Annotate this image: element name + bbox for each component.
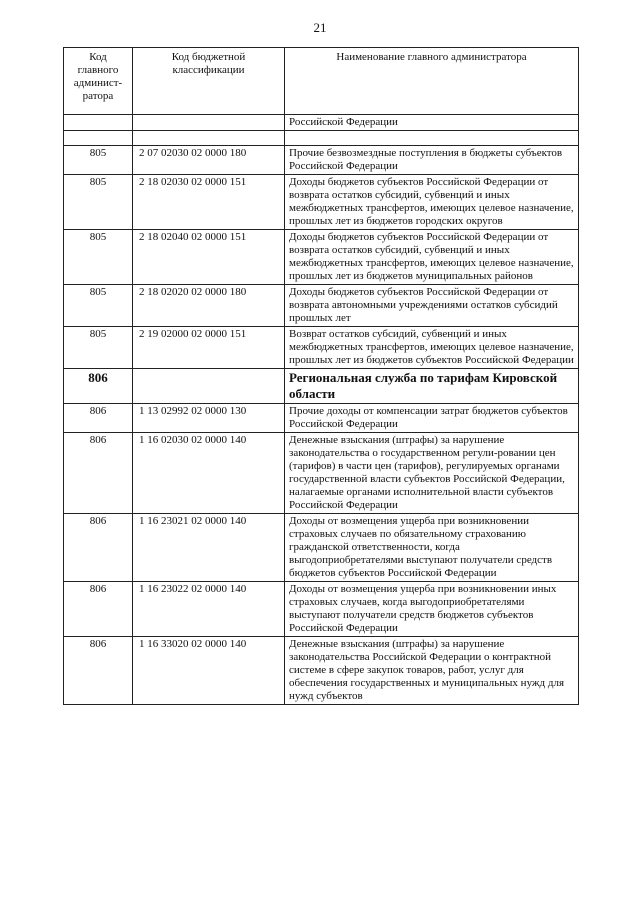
admin-code-cell: 806 (64, 582, 133, 637)
budget-code-cell (133, 115, 285, 131)
table-row (64, 285, 579, 327)
admin-name-cell: Доходы бюджетов субъектов Российской Федерации от возврата автономными учреждениями остатков субсидий прошлых лет (285, 285, 579, 327)
table-row (64, 175, 579, 230)
table-header-row (64, 48, 579, 115)
budget-code-cell: 1 16 23022 02 0000 140 (133, 582, 285, 637)
table-row (64, 115, 579, 131)
budget-code-cell (133, 369, 285, 404)
admin-name-cell: Возврат остатков субсидий, субвенций и иных межбюджетных трансфертов, имеющих целевое назначение, прошлых лет из бюджетов субъектов Российской Федерации (285, 327, 579, 369)
budget-code-cell: 2 18 02030 02 0000 151 (133, 175, 285, 230)
admin-code-cell: 806 (64, 637, 133, 705)
budget-code-cell: 1 16 02030 02 0000 140 (133, 433, 285, 514)
budget-code-cell: 1 13 02992 02 0000 130 (133, 404, 285, 433)
admin-name-cell: Доходы бюджетов субъектов Российской Федерации от возврата остатков субсидий, субвенций и иных межбюджетных трансфертов, имеющих целевое назначение, прошлых лет из бюджетов муниципальных районов (285, 230, 579, 285)
budget-code-cell: 2 07 02030 02 0000 180 (133, 146, 285, 175)
admin-code-cell: 806 (64, 514, 133, 582)
admin-code-cell: 805 (64, 285, 133, 327)
table-row (64, 582, 579, 637)
table-row (64, 369, 579, 404)
table-row (64, 131, 579, 146)
budget-code-cell: 2 18 02040 02 0000 151 (133, 230, 285, 285)
budget-code-cell: 1 16 23021 02 0000 140 (133, 514, 285, 582)
admin-code-cell: 805 (64, 230, 133, 285)
budget-code-cell: 2 18 02020 02 0000 180 (133, 285, 285, 327)
table-row (64, 514, 579, 582)
admin-code-cell: 805 (64, 146, 133, 175)
admin-name-cell (285, 131, 579, 146)
budget-classification-table (63, 47, 579, 705)
admin-code-cell (64, 131, 133, 146)
admin-name-cell: Денежные взыскания (штрафы) за нарушение законодательства о государственном регули-ровании цен (тарифов) в части цен (тарифов), регулируемых органами государственной власти субъектов Российской Федерации, налагаемые органами исполнительной власти субъектов Российской Федерации (285, 433, 579, 514)
admin-name-cell: Доходы от возмещения ущерба при возникновении страховых случаев по обязательному страхованию гражданской ответственности, когда выгодоприобретателями выступают получатели средств бюджетов субъектов Российской Федерации (285, 514, 579, 582)
header-admin-code: Код главного админист-ратора (64, 48, 133, 115)
budget-code-cell (133, 131, 285, 146)
header-budget-code: Код бюджетной классификации (133, 48, 285, 115)
admin-name-cell: Российской Федерации (285, 115, 579, 131)
table-row (64, 404, 579, 433)
admin-name-cell: Прочие безвозмездные поступления в бюджеты субъектов Российской Федерации (285, 146, 579, 175)
header-admin-name: Наименование главного администратора (285, 48, 579, 115)
table-row (64, 327, 579, 369)
admin-name-cell: Прочие доходы от компенсации затрат бюджетов субъектов Российской Федерации (285, 404, 579, 433)
admin-code-cell: 806 (64, 433, 133, 514)
budget-code-cell: 1 16 33020 02 0000 140 (133, 637, 285, 705)
admin-code-cell: 805 (64, 327, 133, 369)
table-row (64, 146, 579, 175)
table-row (64, 637, 579, 705)
admin-name-cell: Денежные взыскания (штрафы) за нарушение законодательства Российской Федерации о контрактной системе в сфере закупок товаров, работ, услуг для обеспечения государственных и муниципальных нужд для нужд субъектов (285, 637, 579, 705)
admin-code-cell: 806 (64, 369, 133, 404)
admin-code-cell: 805 (64, 175, 133, 230)
admin-code-cell (64, 115, 133, 131)
admin-name-cell: Региональная служба по тарифам Кировской области (285, 369, 579, 404)
table-body (64, 115, 579, 705)
admin-name-cell: Доходы от возмещения ущерба при возникновении иных страховых случаев, когда выгодоприобретателями выступают получатели средств бюджетов субъектов Российской Федерации (285, 582, 579, 637)
page-number: 21 (313, 20, 327, 35)
admin-code-cell: 806 (64, 404, 133, 433)
table-row (64, 433, 579, 514)
table-row (64, 230, 579, 285)
admin-name-cell: Доходы бюджетов субъектов Российской Федерации от возврата остатков субсидий, субвенций и иных межбюджетных трансфертов, имеющих целевое назначение, прошлых лет из бюджетов городских округов (285, 175, 579, 230)
budget-code-cell: 2 19 02000 02 0000 151 (133, 327, 285, 369)
